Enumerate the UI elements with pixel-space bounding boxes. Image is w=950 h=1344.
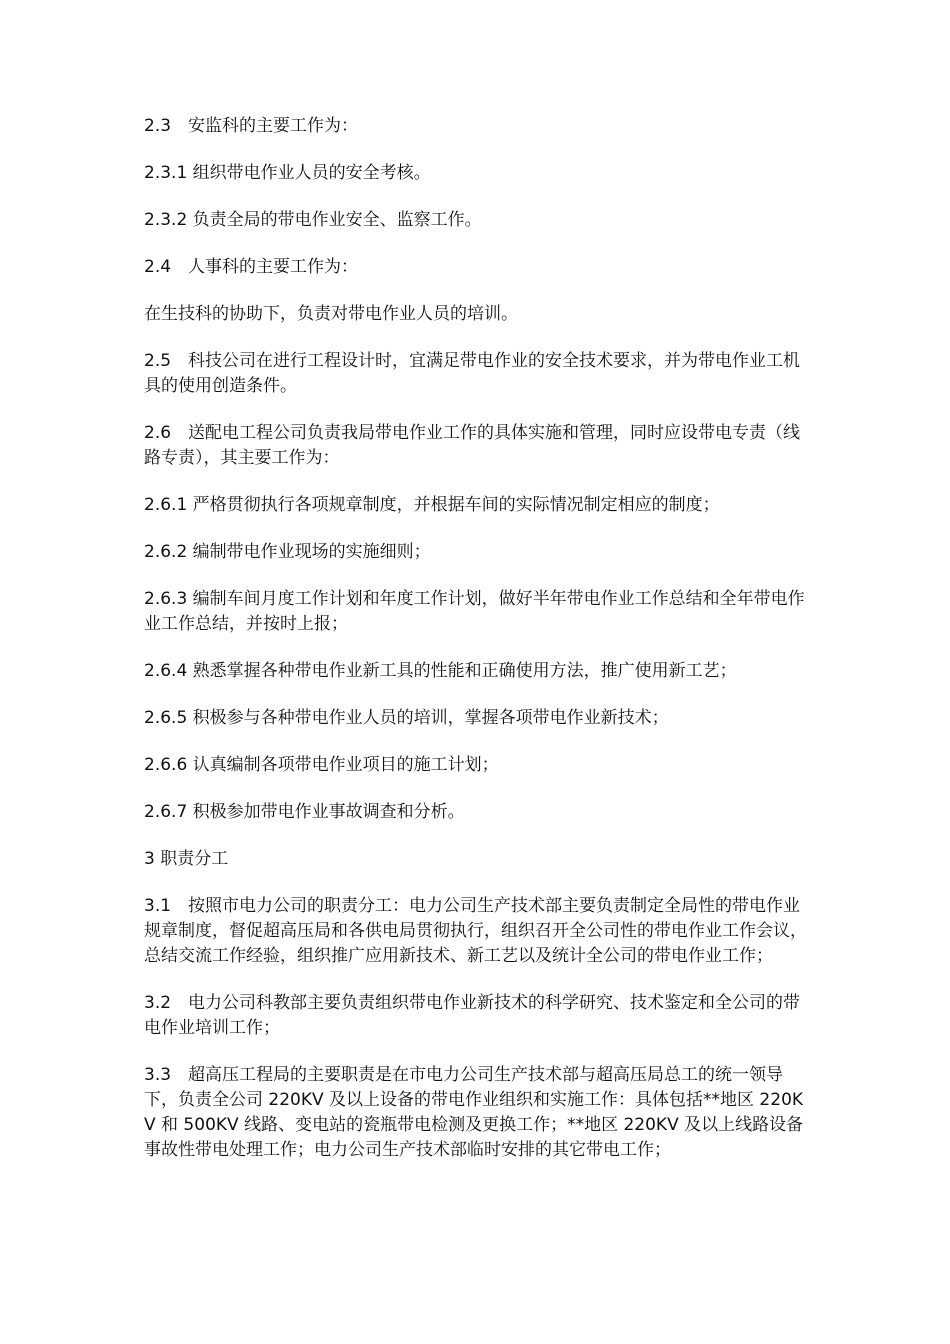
paragraph-3-3: 3.3 超高压工程局的主要职责是在市电力公司生产技术部与超高压局总工的统一领导下，负责全公司 220KV 及以上设备的带电作业组织和实施工作：具体包括**地区 220KV 和 500KV 线路、变电站的瓷瓶带电检测及更换工作；**地区 220KV 及以上线路设备事故性带电处理工作；电力公司生产技术部临时安排的其它带电工作； [144, 1065, 804, 1160]
paragraph-2-6-2: 2.6.2 编制带电作业现场的实施细则； [144, 542, 431, 562]
paragraph-2-3-1: 2.3.1 组织带电作业人员的安全考核。 [144, 163, 431, 183]
document-body [144, 114, 810, 1185]
paragraph-2-6-1: 2.6.1 严格贯彻执行各项规章制度，并根据车间的实际情况制定相应的制度； [144, 495, 720, 515]
paragraph-2-4-body: 在生技科的协助下，负责对带电作业人员的培训。 [144, 304, 518, 324]
paragraph-2-6-5: 2.6.5 积极参与各种带电作业人员的培训，掌握各项带电作业新技术； [144, 708, 669, 728]
paragraph-2-6-3: 2.6.3 编制车间月度工作计划和年度工作计划，做好半年带电作业工作总结和全年带电作业工作总结，并按时上报； [144, 589, 805, 634]
paragraph-2-6-7: 2.6.7 积极参加带电作业事故调查和分析。 [144, 802, 465, 822]
paragraph-2-5: 2.5 科技公司在进行工程设计时，宜满足带电作业的安全技术要求，并为带电作业工机具的使用创造条件。 [144, 351, 801, 396]
paragraph-2-3-2: 2.3.2 负责全局的带电作业安全、监察工作。 [144, 210, 482, 230]
paragraph-2-6-4: 2.6.4 熟悉掌握各种带电作业新工具的性能和正确使用方法，推广使用新工艺； [144, 661, 737, 681]
paragraph-3-1: 3.1 按照市电力公司的职责分工：电力公司生产技术部主要负责制定全局性的带电作业规章制度，督促超高压局和各供电局贯彻执行，组织召开全公司性的带电作业工作会议，总结交流工作经验，组织推广应用新技术、新工艺以及统计全公司的带电作业工作； [144, 896, 807, 966]
section-heading-3: 3 职责分工 [144, 849, 229, 869]
paragraph-2-6-6: 2.6.6 认真编制各项带电作业项目的施工计划； [144, 755, 499, 775]
paragraph-2-6: 2.6 送配电工程公司负责我局带电作业工作的具体实施和管理，同时应设带电专责（线路专责），其主要工作为： [144, 423, 801, 468]
paragraph-2-3: 2.3 安监科的主要工作为： [144, 116, 359, 136]
paragraph-2-4: 2.4 人事科的主要工作为： [144, 257, 359, 277]
paragraph-3-2: 3.2 电力公司科教部主要负责组织带电作业新技术的科学研究、技术鉴定和全公司的带电作业培训工作； [144, 993, 801, 1038]
